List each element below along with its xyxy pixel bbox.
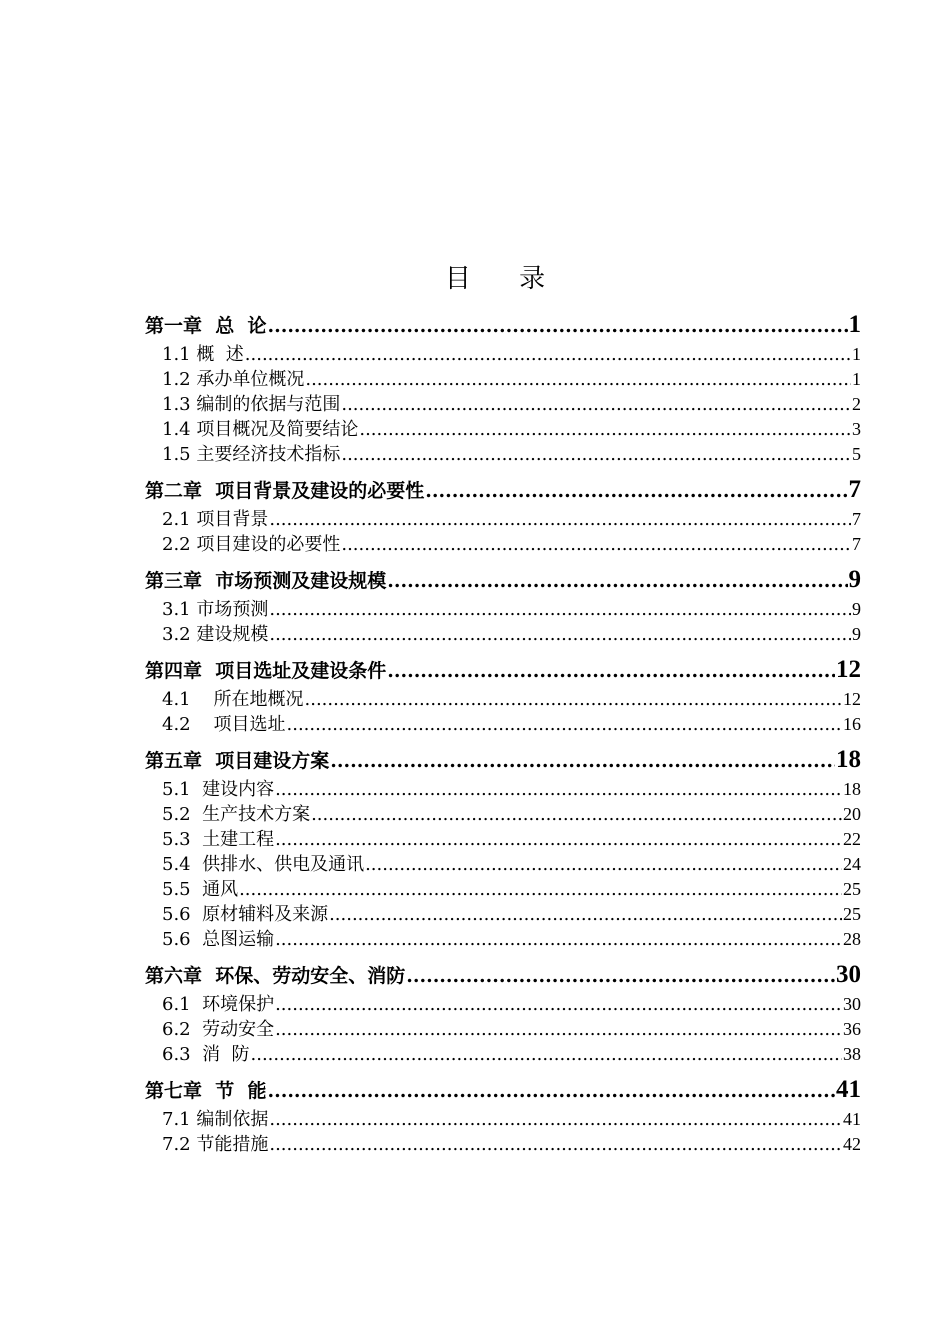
toc-chapter-entry[interactable] [145, 653, 861, 687]
section-page-number: 16 [843, 714, 861, 734]
section-title: 1.4 项目概况及简要结论 [162, 419, 359, 440]
section-page-number: 18 [843, 779, 861, 799]
section-title: 5.1 建设内容 [162, 779, 275, 800]
toc-chapter [145, 743, 861, 952]
dot-leader [269, 597, 851, 622]
dot-leader [305, 687, 842, 712]
chapter-page-number: 18 [836, 746, 861, 773]
dot-leader [275, 1017, 842, 1042]
section-title: 5.2 生产技术方案 [162, 804, 311, 825]
section-title: 2.1 项目背景 [162, 509, 269, 530]
toc-chapter [145, 308, 861, 467]
section-title: 4.2 项目选址 [162, 714, 286, 735]
toc-chapter-entry[interactable] [145, 308, 861, 342]
section-page-number: 30 [843, 994, 861, 1014]
toc-section-entry[interactable] [145, 417, 861, 442]
chapter-page-number: 1 [848, 311, 861, 338]
section-page-number: 42 [843, 1134, 861, 1154]
toc-section-entry[interactable] [145, 992, 861, 1017]
toc-chapter [145, 958, 861, 1067]
chapter-title: 第三章 市场预测及建设规模 [145, 570, 387, 592]
toc-section-entry[interactable] [145, 712, 861, 737]
chapter-page-number: 41 [836, 1076, 861, 1103]
toc-chapter [145, 1073, 861, 1157]
section-list [145, 777, 861, 952]
table-of-contents [145, 308, 861, 1163]
toc-chapter-entry[interactable] [145, 473, 861, 507]
toc-section-entry[interactable] [145, 1042, 861, 1067]
toc-section-entry[interactable] [145, 1017, 861, 1042]
toc-section-entry[interactable] [145, 902, 861, 927]
toc-section-entry[interactable] [145, 777, 861, 802]
section-title: 2.2 项目建设的必要性 [162, 534, 341, 555]
toc-section-entry[interactable] [145, 852, 861, 877]
chapter-page-number: 12 [836, 656, 861, 683]
toc-chapter [145, 473, 861, 557]
dot-leader [359, 417, 851, 442]
section-page-number: 25 [843, 904, 861, 924]
toc-chapter-entry[interactable] [145, 958, 861, 992]
section-page-number: 9 [852, 599, 861, 619]
section-page-number: 41 [843, 1109, 861, 1129]
section-list [145, 507, 861, 557]
dot-leader [287, 712, 842, 737]
dot-leader [269, 507, 851, 532]
section-title: 5.6 原材辅料及来源 [162, 904, 329, 925]
section-title: 1.3 编制的依据与范围 [162, 394, 341, 415]
toc-section-entry[interactable] [145, 687, 861, 712]
toc-title: 目 录 [444, 264, 566, 294]
chapter-page-number: 9 [848, 566, 861, 593]
section-list [145, 1107, 861, 1157]
section-page-number: 24 [843, 854, 861, 874]
dot-leader [341, 442, 851, 467]
section-list [145, 342, 861, 467]
section-title: 7.1 编制依据 [162, 1109, 269, 1130]
section-page-number: 20 [843, 804, 861, 824]
section-page-number: 9 [852, 624, 861, 644]
dot-leader [275, 992, 842, 1017]
toc-chapter-entry[interactable] [145, 563, 861, 597]
section-page-number: 5 [852, 444, 861, 464]
section-page-number: 1 [852, 369, 861, 389]
section-page-number: 36 [843, 1019, 861, 1039]
section-title: 3.2 建设规模 [162, 624, 269, 645]
chapter-title: 第一章 总 论 [145, 315, 267, 337]
dot-leader [330, 744, 835, 778]
dot-leader [425, 474, 847, 508]
toc-section-entry[interactable] [145, 507, 861, 532]
chapter-title: 第四章 项目选址及建设条件 [145, 660, 387, 682]
dot-leader [251, 1042, 842, 1067]
section-title: 5.6 总图运输 [162, 929, 275, 950]
toc-section-entry[interactable] [145, 532, 861, 557]
chapter-title: 第五章 项目建设方案 [145, 750, 330, 772]
section-title: 3.1 市场预测 [162, 599, 269, 620]
chapter-title: 第二章 项目背景及建设的必要性 [145, 480, 425, 502]
section-title: 5.4 供排水、供电及通讯 [162, 854, 365, 875]
section-title: 1.2 承办单位概况 [162, 369, 305, 390]
section-title: 1.1 概 述 [162, 344, 244, 365]
section-page-number: 2 [852, 394, 861, 414]
section-title: 1.5 主要经济技术指标 [162, 444, 341, 465]
toc-section-entry[interactable] [145, 442, 861, 467]
toc-section-entry[interactable] [145, 342, 861, 367]
section-page-number: 22 [843, 829, 861, 849]
section-title: 6.1 环境保护 [162, 994, 275, 1015]
section-page-number: 25 [843, 879, 861, 899]
section-page-number: 3 [852, 419, 861, 439]
dot-leader [387, 654, 835, 688]
section-list [145, 597, 861, 647]
toc-section-entry[interactable] [145, 1107, 861, 1132]
toc-section-entry[interactable] [145, 597, 861, 622]
toc-section-entry[interactable] [145, 392, 861, 417]
toc-section-entry[interactable] [145, 927, 861, 952]
section-list [145, 992, 861, 1067]
section-title: 6.3 消 防 [162, 1044, 250, 1065]
toc-section-entry[interactable] [145, 1132, 861, 1157]
dot-leader [239, 877, 842, 902]
dot-leader [245, 342, 851, 367]
dot-leader [365, 852, 842, 877]
dot-leader [311, 802, 842, 827]
dot-leader [267, 1074, 835, 1108]
section-title: 7.2 节能措施 [162, 1134, 269, 1155]
section-title: 5.5 通风 [162, 879, 239, 900]
toc-chapter-entry[interactable] [145, 1073, 861, 1107]
section-page-number: 12 [843, 689, 861, 709]
dot-leader [267, 309, 847, 343]
toc-chapter [145, 653, 861, 737]
toc-section-entry[interactable] [145, 622, 861, 647]
section-page-number: 7 [852, 509, 861, 529]
dot-leader [269, 1132, 842, 1157]
chapter-page-number: 7 [848, 476, 861, 503]
dot-leader [275, 827, 842, 852]
chapter-title: 第七章 节 能 [145, 1080, 267, 1102]
dot-leader [275, 777, 842, 802]
dot-leader [269, 1107, 842, 1132]
section-title: 4.1 所在地概况 [162, 689, 304, 710]
chapter-page-number: 30 [836, 961, 861, 988]
section-list [145, 687, 861, 737]
dot-leader [305, 367, 851, 392]
section-page-number: 1 [852, 344, 861, 364]
dot-leader [341, 392, 851, 417]
toc-section-entry[interactable] [145, 877, 861, 902]
section-page-number: 7 [852, 534, 861, 554]
dot-leader [329, 902, 842, 927]
section-title: 5.3 土建工程 [162, 829, 275, 850]
toc-chapter [145, 563, 861, 647]
section-title: 6.2 劳动安全 [162, 1019, 275, 1040]
section-page-number: 28 [843, 929, 861, 949]
toc-section-entry[interactable] [145, 827, 861, 852]
dot-leader [341, 532, 851, 557]
dot-leader [406, 959, 835, 993]
section-page-number: 38 [843, 1044, 861, 1064]
toc-chapter-entry[interactable] [145, 743, 861, 777]
dot-leader [269, 622, 851, 647]
dot-leader [387, 564, 847, 598]
toc-section-entry[interactable] [145, 367, 861, 392]
toc-section-entry[interactable] [145, 802, 861, 827]
dot-leader [275, 927, 842, 952]
chapter-title: 第六章 环保、劳动安全、消防 [145, 965, 406, 987]
